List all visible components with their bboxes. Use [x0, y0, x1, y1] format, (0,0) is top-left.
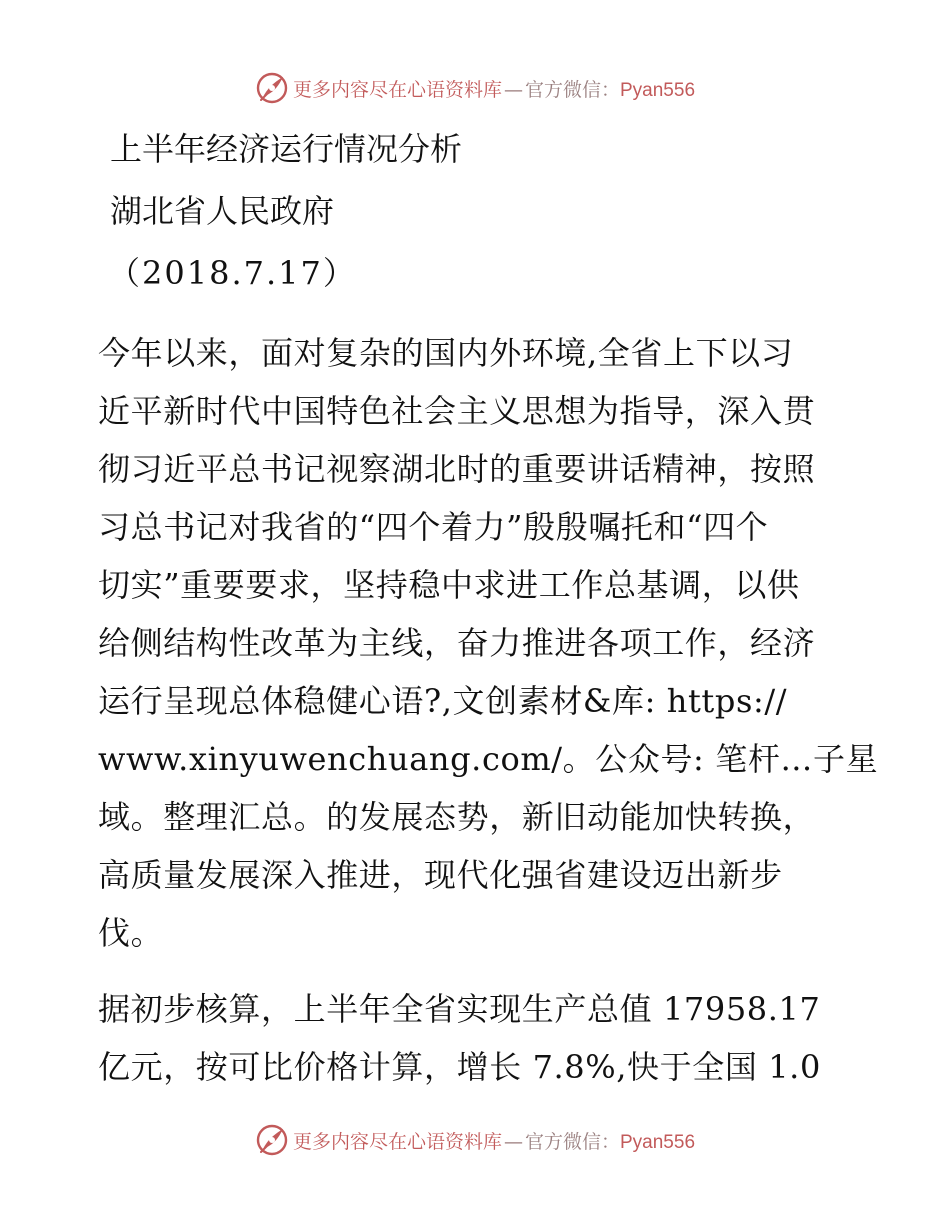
watermark-cn-text: 更多内容尽在心语资料库 — [292, 1130, 502, 1153]
watermark-wechat-id: Pyan556 — [620, 79, 696, 101]
watermark-cn-text: 更多内容尽在心语资料库 — [292, 78, 502, 101]
document-body — [98, 118, 879, 1096]
document-date: （2018.7.17） — [108, 254, 357, 292]
footer-watermark — [0, 1120, 950, 1160]
paragraph-line: 亿元，按可比价格计算，增长 7.8%,快于全国 1.0 — [98, 1048, 821, 1086]
paragraph-line: 域。整理汇总。的发展态势，新旧动能加快转换， — [98, 798, 816, 836]
watermark-text — [293, 75, 695, 102]
watermark-official-label: 官方微信： — [524, 1130, 620, 1153]
paragraph-line: 高质量发展深入推进，现代化强省建设迈出新步 — [98, 856, 783, 894]
watermark-dash: — — [503, 78, 523, 101]
header-watermark — [0, 68, 950, 108]
feather-pen-logo-icon — [255, 1123, 289, 1157]
paragraph-line: 习总书记对我省的“四个着力”殷殷嘱托和“四个 — [98, 508, 769, 546]
paragraph-line: 据初步核算，上半年全省实现生产总值 17958.17 — [98, 990, 821, 1028]
paragraph-line: 近平新时代中国特色社会主义思想为指导，深入贯 — [98, 392, 816, 430]
document-issuer: 湖北省人民政府 — [110, 192, 335, 230]
paragraph-line: www.xinyuwenchuang.com/。公众号: 笔杆…子星 — [98, 740, 879, 778]
paragraph-line: 彻习近平总书记视察湖北时的重要讲话精神，按照 — [98, 450, 816, 488]
feather-pen-logo-icon — [255, 71, 289, 105]
document-title: 上半年经济运行情况分析 — [110, 130, 463, 168]
paragraph-2 — [98, 980, 858, 1096]
paragraph-1 — [98, 324, 879, 962]
watermark-wechat-id: Pyan556 — [620, 1131, 696, 1153]
paragraph-line: 今年以来，面对复杂的国内外环境,全省上下以习 — [98, 334, 794, 372]
watermark-dash: — — [503, 1130, 523, 1153]
watermark-text — [293, 1127, 695, 1154]
paragraph-line: 运行呈现总体稳健心语?,文创素材&库: https:// — [98, 682, 788, 720]
watermark-official-label: 官方微信： — [524, 78, 620, 101]
paragraph-line: 给侧结构性改革为主线，奋力推进各项工作，经济 — [98, 624, 816, 662]
paragraph-line: 切实”重要要求，坚持稳中求进工作总基调，以供 — [98, 566, 800, 604]
paragraph-line: 伐。 — [98, 914, 164, 952]
